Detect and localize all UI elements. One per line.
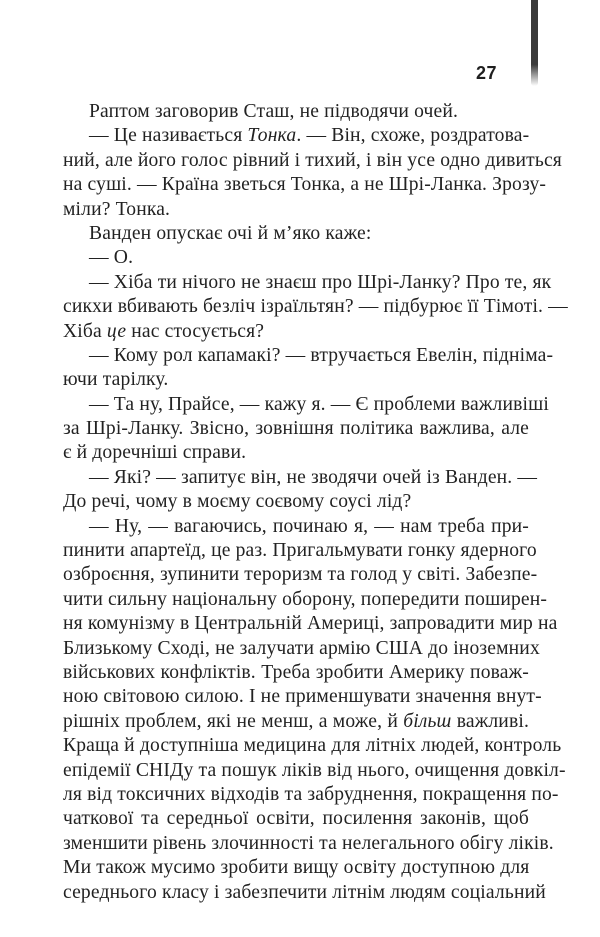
text-line: Ми також мусимо зробити вищу освіту доступною для: [63, 857, 530, 879]
text-line: сикхи вбивають безліч ізраїльтян? — підбурює її Тімоті. —: [63, 296, 568, 318]
text-line: — Це називається Тонка. — Він, схоже, роздратова-: [89, 125, 530, 147]
text-line: Ванден опускає очі й м’яко каже:: [89, 222, 372, 244]
page-edge-marker: [531, 0, 538, 86]
text-line: за Шрі-Ланку. Звісно, зовнішня політика важлива, але: [63, 418, 529, 440]
text-line: чаткової та середньої освіти, посилення законів, щоб: [63, 808, 529, 830]
text-line: ною світовою силою. І не применшувати значення внут-: [63, 686, 542, 708]
text-line: — Які? — запитує він, не зводячи очей із Ванден. —: [89, 466, 538, 488]
text-line: середнього класу і забезпечити літнім людям соціальний: [63, 881, 546, 903]
text-line: Краща й доступніша медицина для літніх людей, контроль: [63, 735, 562, 757]
text-line: епідемії СНІДу та пошук ліків від нього, очищення довкіл-: [63, 759, 566, 781]
text-line: Хіба це нас стосується?: [63, 320, 265, 342]
text-line: ля від токсичних відходів та забруднення, покращення по-: [63, 783, 559, 805]
text-line: міли? Тонка.: [63, 198, 171, 220]
text-line: озброєння, зупинити тероризм та голод у світі. Забезпе-: [63, 564, 538, 586]
text-line: — Хіба ти нічого не знаєш про Шрі-Ланку? Про те, як: [89, 271, 552, 293]
text-line: ний, але його голос рівний і тихий, і він усе одно дивиться: [63, 149, 562, 171]
text-line: є й доречніші справи.: [63, 442, 247, 464]
text-line: — Кому рол капамакі? — втручається Евелін, підніма-: [89, 344, 554, 366]
text-line: пинити апартеїд, це раз. Пригальмувати гонку ядерного: [63, 540, 537, 562]
text-line: ючи тарілку.: [63, 369, 169, 391]
text-line: — Ну, — вагаючись, починаю я, — нам треба при-: [89, 515, 529, 537]
text-line: Раптом заговорив Сташ, не підводячи очей.: [89, 101, 459, 122]
text-line: чити сильну національну оборону, попередити поширен-: [63, 588, 548, 610]
text-line: — Та ну, Прайсе, — кажу я. — Є проблеми важливіші: [89, 393, 549, 415]
text-line: військових конфліктів. Треба зробити Америку поваж-: [63, 661, 529, 683]
body-text: [63, 100, 568, 905]
text-line: — О.: [89, 247, 134, 269]
text-line: рішніх проблем, які не менш, а може, й більш важливі.: [63, 710, 529, 732]
text-line: Близькому Сході, не залучати армію США до іноземних: [63, 637, 540, 659]
text-line: зменшити рівень злочинності та нелегального обігу ліків.: [63, 832, 554, 854]
text-line: ня комунізму в Центральній Америці, запровадити мир на: [63, 613, 558, 635]
page-number: 27: [475, 63, 497, 83]
text-line: на суші. — Країна зветься Тонка, а не Шрі-Ланка. Зрозу-: [63, 174, 547, 196]
text-line: До речі, чому в моєму соєвому соусі лід?: [63, 491, 412, 513]
